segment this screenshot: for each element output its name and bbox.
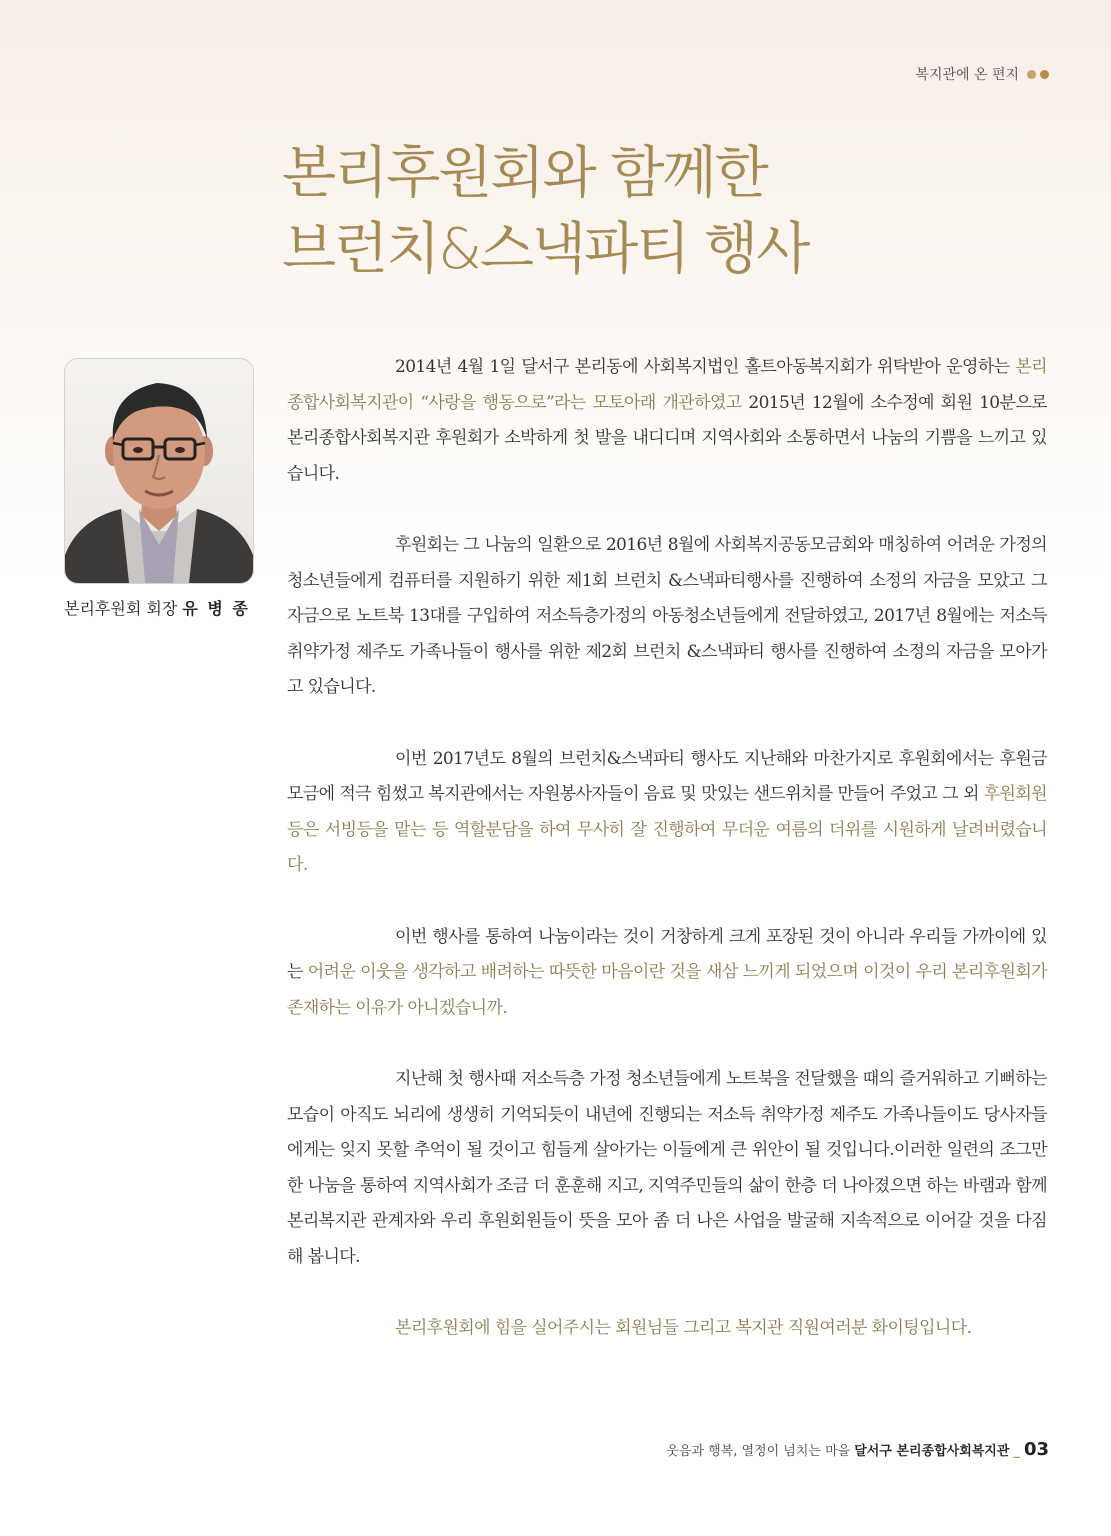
page-number: 03 xyxy=(1023,1439,1049,1460)
paragraph-4 xyxy=(287,920,1047,1027)
portrait-illustration xyxy=(65,359,253,583)
paragraph-1 xyxy=(287,350,1047,492)
footer-separator: _ xyxy=(1013,1444,1020,1459)
caption-role: 본리후원회 회장 xyxy=(64,599,183,618)
closing-paragraph: 본리후원회에 힘을 실어주시는 회원님들 그리고 복지관 직원여러분 화이팅입니다. xyxy=(395,1318,972,1338)
dot-icon xyxy=(1040,70,1049,79)
paragraph-3-text-a: 이번 2017년도 8월의 브런치&스낵파티 행사도 지난해와 마찬가지로 후원회에서는 후원금 모금에 적극 힘썼고 복지관에서는 자원봉사자들이 음료 및 맛있는 샌드위치를 만들어 주었고 그 외 xyxy=(287,748,1047,804)
paragraph-5: 지난해 첫 행사때 저소득층 가정 청소년들에게 노트북을 전달했을 때의 즐거워하고 기뻐하는 모습이 아직도 뇌리에 생생히 기억되듯이 내년에 진행되는 저소득 취약가정 제주도 가족나들이도 당사자들에게는 잊지 못할 추억이 될 것이고 힘들게 살아가는 이들에게 큰 위안이 될 것입니다.이러한 일련의 조그만한 나눔을 통하여 지역사회가 조금 더 훈훈해 지고, 지역주민들의 삶이 한층 더 나아졌으면 하는 바램과 함께 본리복지관 관계자와 우리 후원회원들이 뜻을 모아 좀 더 나은 사업을 발굴해 지속적으로 이어갈 것을 다짐해 봅니다. xyxy=(287,1069,1047,1267)
paragraph-1-highlight: 본리종합사회복지관이 “사랑을 행동으로”라는 모토아래 개관하였고 xyxy=(287,357,1047,413)
section-dots-icon xyxy=(1027,70,1049,79)
paragraph-2: 후원회는 그 나눔의 일환으로 2016년 8월에 사회복지공동모금회와 매칭하여 어려운 가정의 청소년들에게 컴퓨터를 지원하기 위한 제1회 브런치 &스낵파티행사를 진행하여 소정의 자금을 모았고 그 자금으로 노트북 13대를 구입하여 저소득층가정의 아동청소년들에게 전달하였고, 2017년 8월에는 저소득취약가정 제주도 가족나들이 행사를 위한 제2회 브런치 &스낵파티 행사를 진행하여 소정의 자금을 모아가고 있습니다. xyxy=(287,535,1047,697)
caption-name: 유 병 종 xyxy=(182,599,250,618)
page-footer xyxy=(666,1439,1049,1460)
paragraph-1-text-b: 2015년 12월에 소수정예 회원 10분으로 본리종합사회복지관 후원회가 소박하게 첫 발을 내디디며 지역사회와 소통하면서 나눔의 기쁨을 느끼고 있습니다. xyxy=(287,392,1047,484)
portrait-photo xyxy=(64,358,254,584)
page-title xyxy=(282,136,808,288)
title-line-2: 브런치&스낵파티 행사 xyxy=(282,217,809,282)
footer-organization: 달서구 본리종합사회복지관 xyxy=(854,1444,1010,1459)
paragraph-1-text-a: 2014년 4월 1일 달서구 본리동에 사회복지법인 홀트아동복지회가 위탁받아 운영하는 xyxy=(395,357,1016,377)
section-tag-label: 복지관에 온 편지 xyxy=(915,67,1019,83)
dot-icon xyxy=(1027,70,1036,79)
section-tag xyxy=(915,64,1049,84)
title-line-1: 본리후원회와 함께한 xyxy=(282,141,767,206)
paragraph-3-highlight: 후원회원등은 서빙등을 맡는 등 역할분담을 하여 무사히 잘 진행하여 무더운 여름의 더위를 시원하게 날려버렸습니다. xyxy=(287,784,1047,875)
footer-slogan: 웃음과 행복, 열정이 넘치는 마을 xyxy=(666,1444,851,1459)
portrait-caption xyxy=(64,596,264,619)
paragraph-4-text-a: 이번 행사를 통하여 나눔이라는 것이 거창하게 크게 포장된 것이 아니라 우리들 가까이에 있는 xyxy=(287,926,1047,982)
article-body xyxy=(287,350,1047,1383)
paragraph-4-highlight: 어려운 이웃을 생각하고 배려하는 따뜻한 마음이란 것을 새삼 느끼게 되었으며 이것이 우리 본리후원회가 존재하는 이유가 아니겠습니까. xyxy=(287,962,1047,1018)
paragraph-3 xyxy=(287,742,1047,884)
